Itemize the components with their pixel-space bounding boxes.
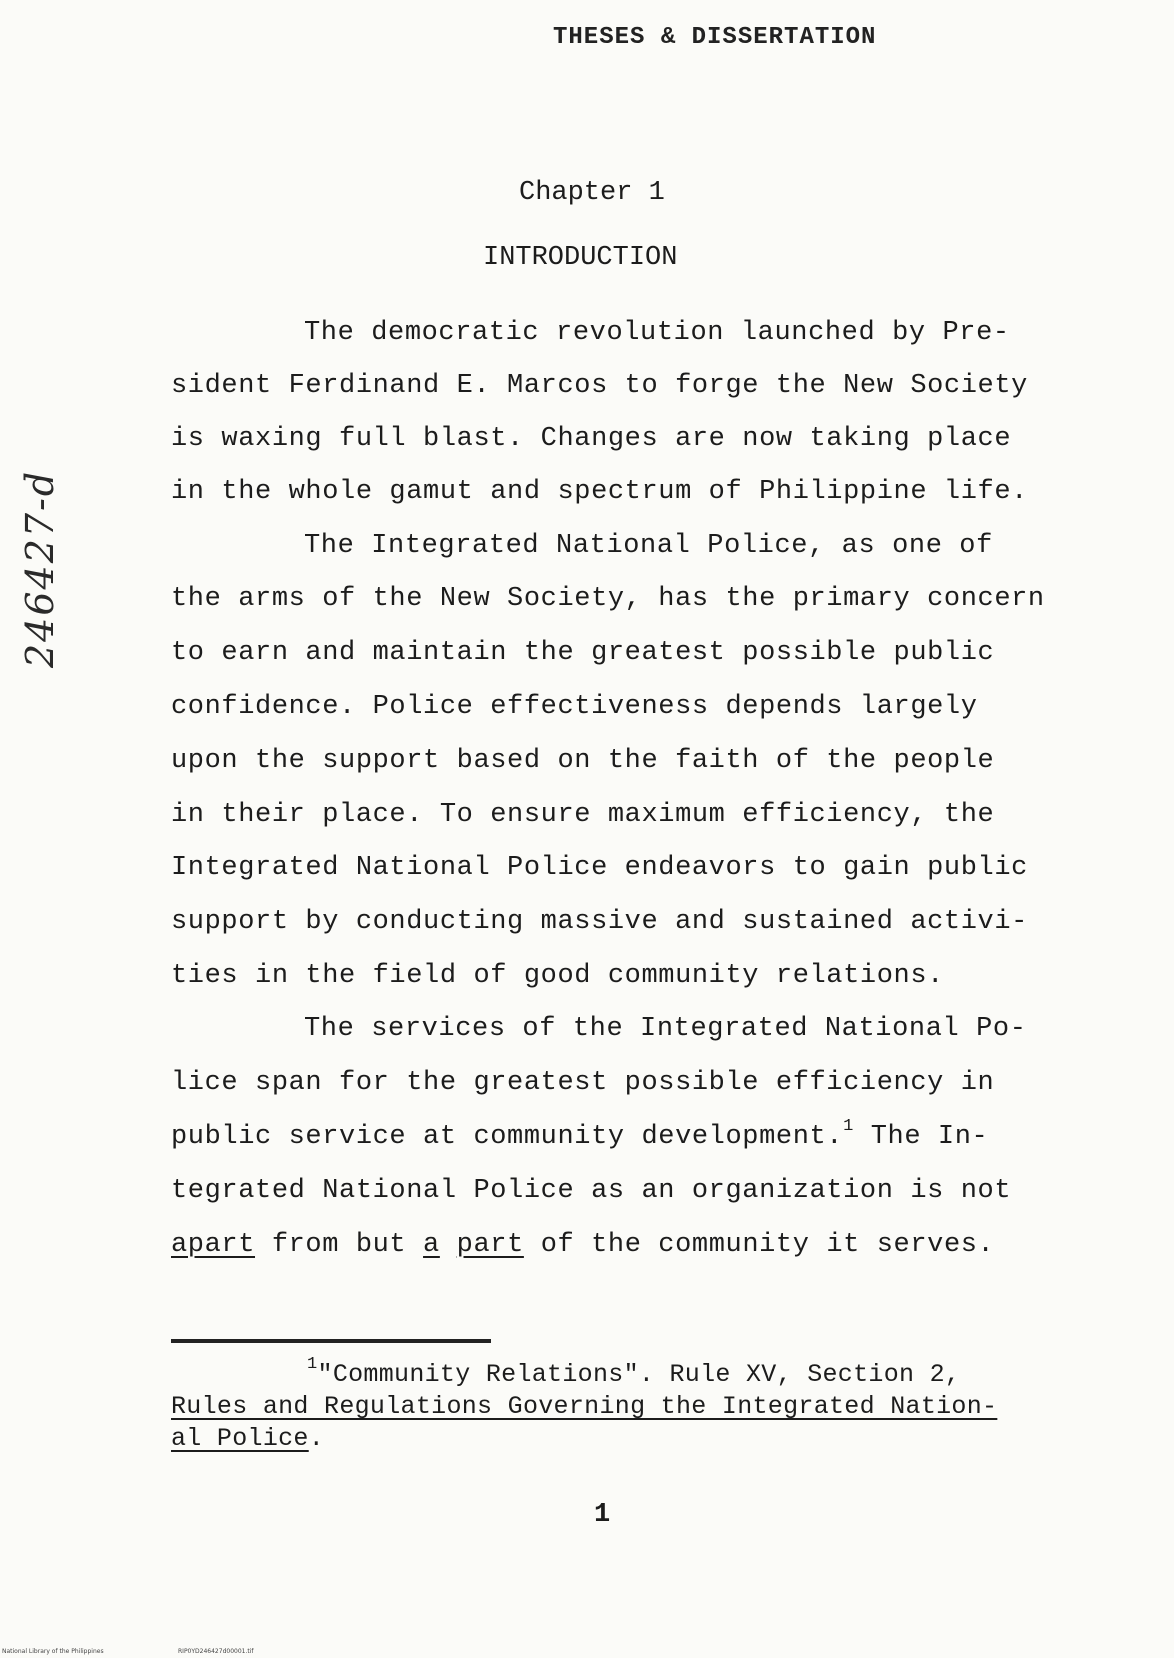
emphasis-part: part bbox=[456, 1230, 524, 1260]
paragraph-line: support by conducting massive and sustained activi- bbox=[171, 907, 1028, 937]
emphasis-apart: apart bbox=[171, 1230, 256, 1260]
chapter-label: Chapter 1 bbox=[519, 178, 665, 208]
footnote-title-line: Rules and Regulations Governing the Integrated Nation- bbox=[171, 1392, 998, 1421]
footnote-title-end: al Police bbox=[171, 1424, 309, 1453]
page-number: 1 bbox=[594, 1500, 611, 1530]
footnote-reference[interactable]: 1 bbox=[843, 1117, 854, 1136]
paragraph-line bbox=[171, 1117, 989, 1152]
line-text: The In- bbox=[853, 1122, 989, 1152]
chapter-title: INTRODUCTION bbox=[483, 243, 678, 273]
file-id: RIP0YD246427d00001.tif bbox=[178, 1648, 254, 1655]
footnote-text: "Community Relations". Rule XV, Section 2, bbox=[317, 1360, 961, 1389]
paragraph-line: tegrated National Police as an organization is not bbox=[171, 1176, 1012, 1206]
paragraph-line: confidence. Police effectiveness depends largely bbox=[171, 692, 978, 722]
footnote-line bbox=[307, 1355, 961, 1389]
paragraph-line bbox=[171, 1230, 994, 1260]
footnote-marker: 1 bbox=[307, 1355, 318, 1374]
paragraph-line: is waxing full blast. Changes are now taking place bbox=[171, 424, 1012, 454]
line-text: public service at community development. bbox=[171, 1122, 844, 1152]
paragraph-line: in the whole gamut and spectrum of Philippine life. bbox=[171, 477, 1028, 507]
library-credit: National Library of the Philippines bbox=[2, 1648, 104, 1655]
line-text bbox=[440, 1230, 457, 1260]
line-text: from but bbox=[255, 1230, 424, 1260]
paragraph-line: Integrated National Police endeavors to gain public bbox=[171, 853, 1028, 883]
theses-dissertation-stamp: THESES & DISSERTATION bbox=[553, 24, 877, 51]
footnote-divider bbox=[171, 1339, 491, 1343]
emphasis-a: a bbox=[423, 1230, 440, 1260]
paragraph-line: ties in the field of good community relations. bbox=[171, 961, 944, 991]
paragraph-line: to earn and maintain the greatest possible public bbox=[171, 638, 995, 668]
paragraph-line: upon the support based on the faith of the people bbox=[171, 746, 995, 776]
paragraph-line: the arms of the New Society, has the primary concern bbox=[171, 584, 1045, 614]
footnote-title-line bbox=[171, 1424, 324, 1453]
footnote-period: . bbox=[308, 1424, 325, 1453]
paragraph-line: sident Ferdinand E. Marcos to forge the New Society bbox=[171, 371, 1028, 401]
paragraph-line: lice span for the greatest possible efficiency in bbox=[171, 1068, 995, 1098]
paragraph-line: The Integrated National Police, as one of bbox=[304, 531, 993, 561]
paragraph-line: in their place. To ensure maximum efficiency, the bbox=[171, 800, 995, 830]
handwritten-accession-number: 246427-d bbox=[18, 469, 62, 668]
line-text: of the community it serves. bbox=[523, 1230, 995, 1260]
paragraph-line: The democratic revolution launched by Pre- bbox=[304, 318, 1010, 348]
paragraph-line: The services of the Integrated National Po- bbox=[304, 1014, 1027, 1044]
